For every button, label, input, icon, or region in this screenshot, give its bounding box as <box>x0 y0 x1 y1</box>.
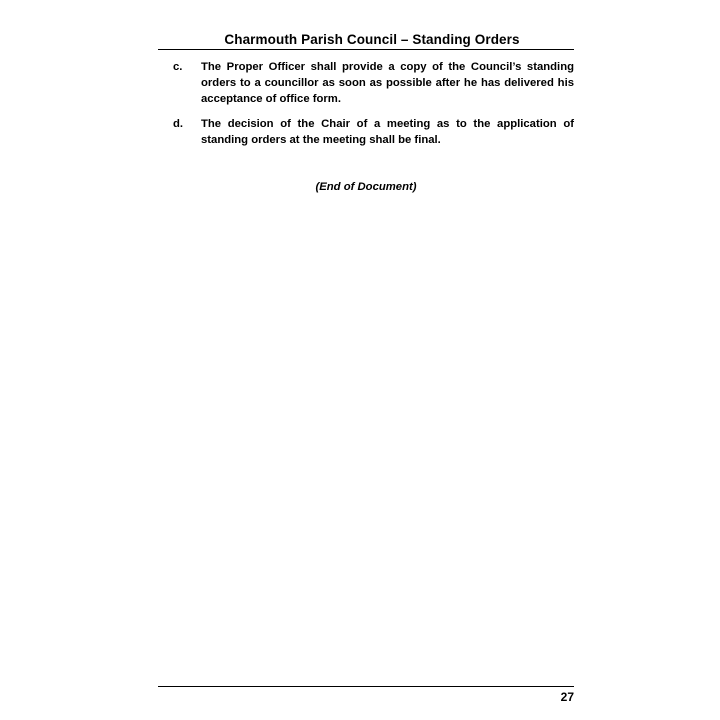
page-header <box>158 31 574 50</box>
page-number: 27 <box>560 690 574 704</box>
list-item-text: The Proper Officer shall provide a copy of the Council’s standing orders to a councillor as soon as possible after he has delivered his acceptance of office form. <box>201 61 574 105</box>
list-item-marker: c. <box>173 61 183 73</box>
page-footer <box>158 686 574 704</box>
standing-orders-list <box>173 59 574 157</box>
end-of-document-note: (End of Document) <box>315 181 417 193</box>
list-item <box>173 59 574 107</box>
list-item-marker: d. <box>173 118 184 130</box>
list-item <box>173 116 574 148</box>
header-title: Charmouth Parish Council – Standing Orders <box>224 32 520 47</box>
list-item-text: The decision of the Chair of a meeting as to the application of standing orders at the meeting shall be final. <box>201 118 574 146</box>
